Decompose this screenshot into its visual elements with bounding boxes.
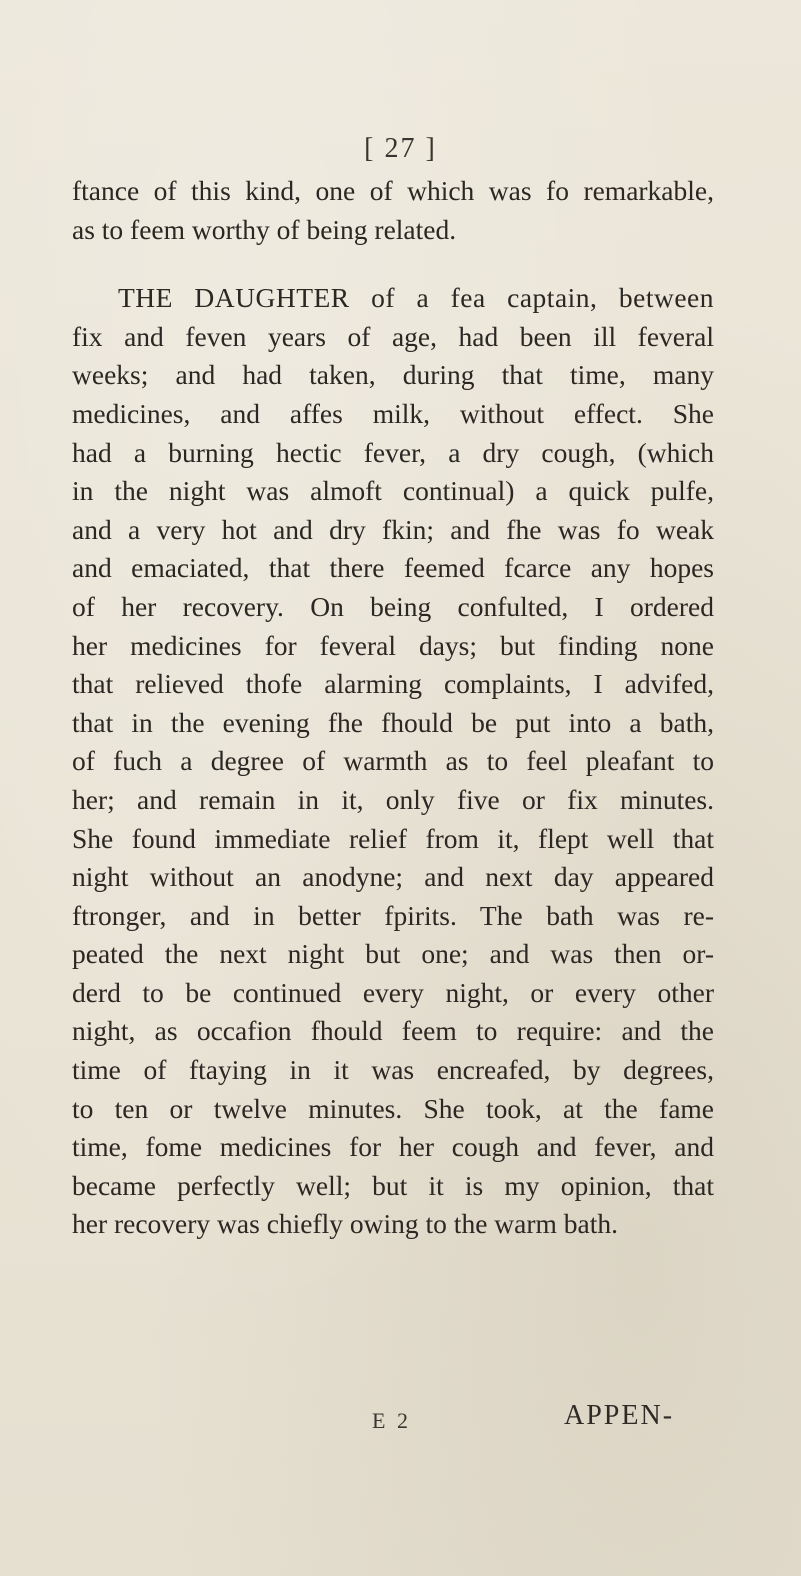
catchword: APPEN- <box>564 1400 675 1431</box>
text-line: in the night was almoft continual) a quick pulfe, <box>72 475 714 507</box>
text-line: derd to be continued every night, or every other <box>72 976 714 1008</box>
text-block <box>72 172 714 1244</box>
text-line: time of ftaying in it was encreafed, by degrees, <box>72 1054 714 1086</box>
text-line: became perfectly well; but it is my opinion, that <box>72 1169 714 1201</box>
text-line: her recovery was chiefly owing to the warm bath. <box>72 1208 618 1240</box>
text-line: had a burning hectic fever, a dry cough, (which <box>72 436 714 468</box>
text-line: and emaciated, that there feemed fcarce any hopes <box>72 552 714 584</box>
text-line: ftance of this kind, one of which was fo remarkable, <box>72 175 714 206</box>
page-number: [ 27 ] <box>364 133 437 164</box>
text-line: that relieved thofe alarming complaints, I advifed, <box>72 668 714 700</box>
text-line: and a very hot and dry fkin; and fhe was fo weak <box>72 513 714 545</box>
text-line: She found immediate relief from it, flept well that <box>72 822 714 854</box>
text-line: her; and remain in it, only five or fix minutes. <box>72 783 714 815</box>
paragraph-2 <box>72 279 714 1244</box>
text-line: of her recovery. On being confulted, I ordered <box>72 590 714 622</box>
text-line: THE DAUGHTER of a fea captain, between <box>118 282 714 314</box>
text-line: that in the evening fhe fhould be put into a bath, <box>72 706 714 738</box>
text-line: night without an anodyne; and next day appeared <box>72 861 714 893</box>
paragraph-1 <box>72 172 714 249</box>
paragraph-gap <box>72 249 714 279</box>
text-line: fix and feven years of age, had been ill feveral <box>72 320 714 352</box>
text-line: of fuch a degree of warmth as to feel pleafant to <box>72 745 714 777</box>
text-line: to ten or twelve minutes. She took, at the fame <box>72 1092 714 1124</box>
text-line: time, fome medicines for her cough and fever, and <box>72 1131 714 1163</box>
text-line: night, as occafion fhould feem to require: and the <box>72 1015 714 1047</box>
page-footer <box>0 1400 801 1440</box>
text-line: medicines, and affes milk, without effect. She <box>72 397 714 429</box>
text-line: her medicines for feveral days; but finding none <box>72 629 714 661</box>
text-line: ftronger, and in better fpirits. The bath was re- <box>72 899 714 931</box>
text-line: peated the next night but one; and was then or- <box>72 938 714 970</box>
signature-mark: E 2 <box>372 1408 411 1433</box>
text-line: as to feem worthy of being related. <box>72 213 457 245</box>
text-line: weeks; and had taken, during that time, many <box>72 359 714 391</box>
